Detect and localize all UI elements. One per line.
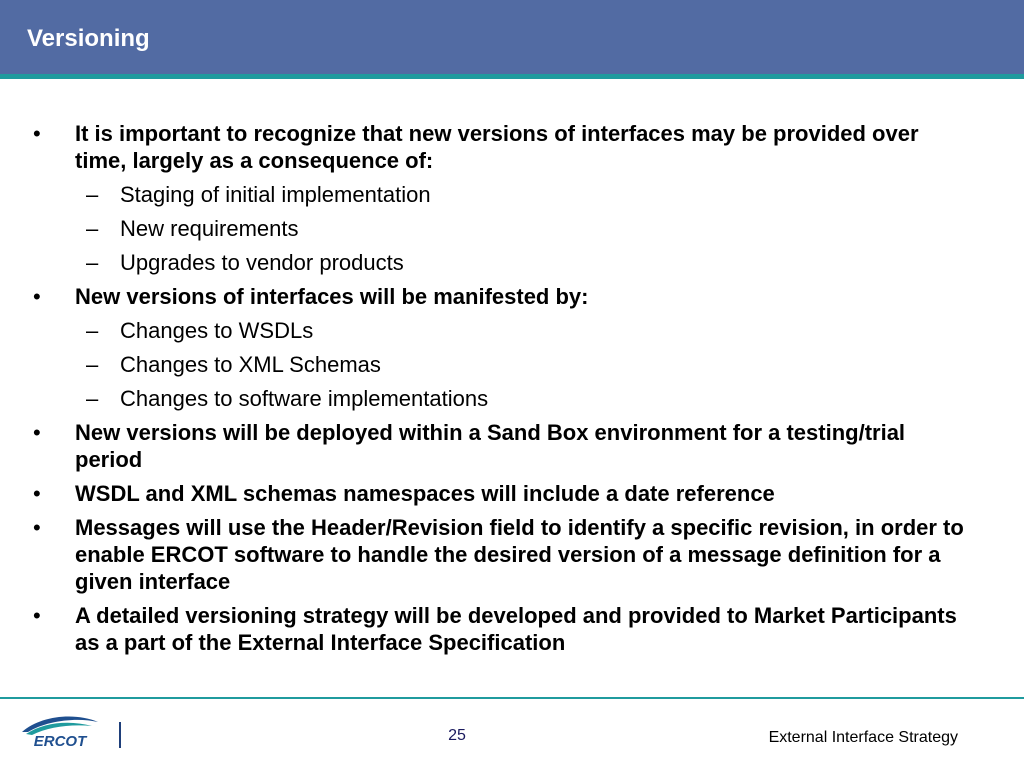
slide-content bbox=[0, 120, 1000, 663]
bullet-text: WSDL and XML schemas namespaces will include a date reference bbox=[75, 481, 775, 506]
bullet-text: A detailed versioning strategy will be developed and provided to Market Participants as a part of the External Interface Specification bbox=[75, 603, 957, 655]
bullet-marker: • bbox=[33, 515, 41, 540]
slide-header-bar bbox=[0, 0, 1024, 74]
bullet-marker: • bbox=[33, 121, 41, 146]
sub-bullet-item bbox=[0, 249, 1000, 276]
sub-bullet-marker: – bbox=[86, 182, 99, 207]
sub-bullet-marker: – bbox=[86, 352, 99, 377]
sub-bullet-marker: – bbox=[86, 216, 99, 241]
logo-separator bbox=[119, 722, 121, 748]
bullet-text: New versions will be deployed within a Sand Box environment for a testing/trial period bbox=[75, 420, 906, 472]
bullet-item bbox=[0, 602, 965, 656]
sub-bullet-text: Changes to software implementations bbox=[120, 386, 489, 411]
footer-divider bbox=[0, 697, 1024, 699]
bullet-item bbox=[0, 514, 965, 595]
slide-title: Versioning bbox=[27, 25, 150, 52]
sub-bullet-marker: – bbox=[86, 386, 99, 411]
bullet-item bbox=[0, 419, 965, 473]
sub-bullet-text: Upgrades to vendor products bbox=[120, 250, 404, 275]
sub-bullet-item bbox=[0, 215, 1000, 242]
bullet-item bbox=[0, 120, 965, 174]
bullet-marker: • bbox=[33, 420, 41, 445]
sub-bullet-item bbox=[0, 385, 1000, 412]
page-number: 25 bbox=[448, 727, 466, 744]
sub-bullet-marker: – bbox=[86, 318, 99, 343]
sub-bullet-text: Changes to WSDLs bbox=[120, 318, 314, 343]
logo-wordmark: ERCOT bbox=[33, 733, 87, 750]
bullet-marker: • bbox=[33, 284, 41, 309]
bullet-marker: • bbox=[33, 603, 41, 628]
bullet-text: Messages will use the Header/Revision field to identify a specific revision, in order to enable ERCOT software to handle the desired version of a message definition for a given interface bbox=[75, 515, 964, 594]
bullet-item bbox=[0, 283, 965, 310]
sub-bullet-item bbox=[0, 181, 1000, 208]
bullet-text: New versions of interfaces will be manifested by: bbox=[75, 284, 589, 309]
sub-bullet-marker: – bbox=[86, 250, 99, 275]
bullet-marker: • bbox=[33, 481, 41, 506]
sub-bullet-text: New requirements bbox=[120, 216, 299, 241]
ercot-logo bbox=[18, 712, 102, 752]
header-accent-stripe bbox=[0, 74, 1024, 79]
sub-bullet-item bbox=[0, 351, 1000, 378]
sub-bullet-text: Changes to XML Schemas bbox=[120, 352, 381, 377]
bullet-item bbox=[0, 480, 965, 507]
bullet-text: It is important to recognize that new versions of interfaces may be provided over time, largely as a consequence of: bbox=[75, 121, 919, 173]
footer-title: External Interface Strategy bbox=[768, 729, 958, 746]
sub-bullet-text: Staging of initial implementation bbox=[120, 182, 431, 207]
sub-bullet-item bbox=[0, 317, 1000, 344]
